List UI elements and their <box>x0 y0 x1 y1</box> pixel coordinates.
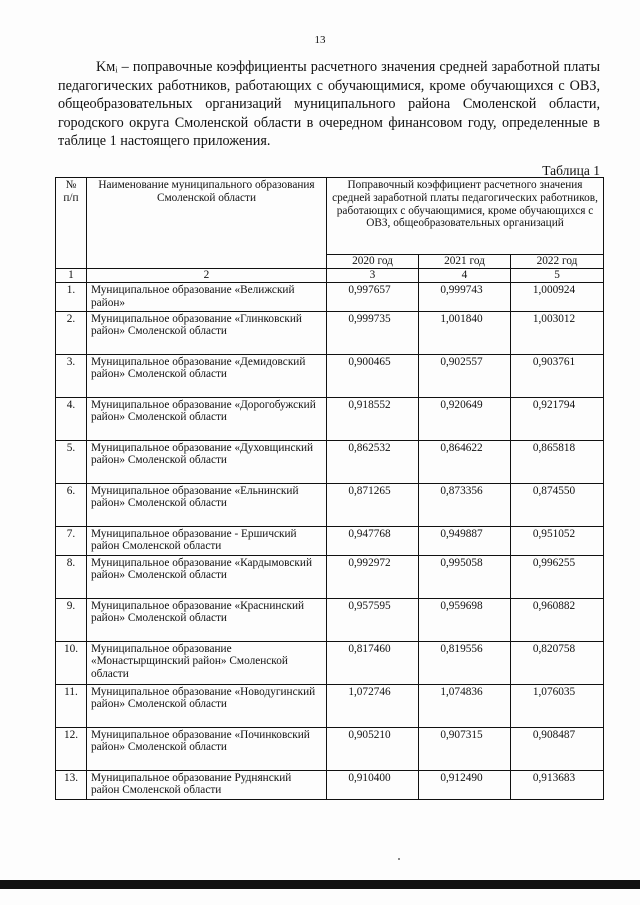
coef-2022: 0,865818 <box>511 440 604 483</box>
row-number: 8. <box>56 555 87 598</box>
table-row <box>56 440 604 483</box>
coef-2022: 0,996255 <box>511 555 604 598</box>
table-row <box>56 770 604 799</box>
municipality-name: Муниципальное образование «Починковский район» Смоленской области <box>87 727 327 770</box>
coef-2022: 1,000924 <box>511 283 604 312</box>
table-row <box>56 354 604 397</box>
coef-2021: 0,920649 <box>419 397 511 440</box>
coef-2021: 0,902557 <box>419 354 511 397</box>
table-row <box>56 555 604 598</box>
header-year-2020: 2020 год <box>327 255 419 269</box>
coef-2020: 0,910400 <box>327 770 419 799</box>
municipality-name: Муниципальное образование «Демидовский район» Смоленской области <box>87 354 327 397</box>
coef-2022: 1,003012 <box>511 311 604 354</box>
row-number: 9. <box>56 598 87 641</box>
column-numbers-row <box>56 269 604 283</box>
municipality-name: Муниципальное образование Руднянский район Смоленской области <box>87 770 327 799</box>
municipality-name: Муниципальное образование «Глинковский район» Смоленской области <box>87 311 327 354</box>
table-row <box>56 283 604 312</box>
coef-2021: 0,999743 <box>419 283 511 312</box>
coef-2021: 0,864622 <box>419 440 511 483</box>
page-number: 13 <box>314 34 326 46</box>
coef-2021: 1,001840 <box>419 311 511 354</box>
row-number: 2. <box>56 311 87 354</box>
row-number: 1. <box>56 283 87 312</box>
row-number: 6. <box>56 483 87 526</box>
coef-2022: 0,820758 <box>511 641 604 684</box>
row-number: 4. <box>56 397 87 440</box>
municipality-name: Муниципальное образование «Велижский район» <box>87 283 327 312</box>
municipality-name: Муниципальное образование «Новодугинский район» Смоленской области <box>87 684 327 727</box>
row-number: 7. <box>56 526 87 555</box>
row-number: 11. <box>56 684 87 727</box>
intro-paragraph: Kмᵢ – поправочные коэффициенты расчетного значения средней заработной платы педагогических работников, работающих с обучающимися, кроме обучающихся с ОВЗ, общеобразовательных организаций муниципального района Смоленской области, городского округа Смоленской области в очередном финансовом году, определенные в таблице 1 настоящего приложения. <box>58 59 600 150</box>
coef-2020: 0,999735 <box>327 311 419 354</box>
scan-speck <box>398 858 400 860</box>
coef-2022: 0,921794 <box>511 397 604 440</box>
coef-2021: 0,873356 <box>419 483 511 526</box>
table-row <box>56 727 604 770</box>
table-row <box>56 311 604 354</box>
coefficients-table <box>55 177 604 800</box>
header-year-2021: 2021 год <box>419 255 511 269</box>
municipality-name: Муниципальное образование «Краснинский район» Смоленской области <box>87 598 327 641</box>
table-row <box>56 641 604 684</box>
row-number: 13. <box>56 770 87 799</box>
coef-2020: 0,862532 <box>327 440 419 483</box>
coef-2022: 0,913683 <box>511 770 604 799</box>
table-caption: Таблица 1 <box>542 163 600 178</box>
coef-2020: 1,072746 <box>327 684 419 727</box>
coef-2020: 0,817460 <box>327 641 419 684</box>
coef-2021: 0,819556 <box>419 641 511 684</box>
row-number: 5. <box>56 440 87 483</box>
coef-2021: 0,912490 <box>419 770 511 799</box>
row-number: 12. <box>56 727 87 770</box>
table-row <box>56 397 604 440</box>
municipality-name: Муниципальное образование - Ершичский район Смоленской области <box>87 526 327 555</box>
table-row <box>56 526 604 555</box>
coef-2022: 0,874550 <box>511 483 604 526</box>
coef-2020: 0,871265 <box>327 483 419 526</box>
coef-2020: 0,997657 <box>327 283 419 312</box>
column-number: 2 <box>87 269 327 283</box>
coef-2022: 0,951052 <box>511 526 604 555</box>
municipality-name: Муниципальное образование «Ельнинский район» Смоленской области <box>87 483 327 526</box>
coef-2020: 0,947768 <box>327 526 419 555</box>
table-row <box>56 598 604 641</box>
header-num: № п/п <box>56 178 87 269</box>
scan-border-bar <box>0 880 640 889</box>
municipality-name: Муниципальное образование «Дорогобужский район» Смоленской области <box>87 397 327 440</box>
row-number: 3. <box>56 354 87 397</box>
header-coefficient: Поправочный коэффициент расчетного значения средней заработной платы педагогических работников, работающих с обучающимися, кроме обучающихся с ОВЗ, общеобразовательных организаций <box>327 178 604 255</box>
table-row <box>56 684 604 727</box>
coef-2021: 0,907315 <box>419 727 511 770</box>
coef-2020: 0,905210 <box>327 727 419 770</box>
coef-2021: 1,074836 <box>419 684 511 727</box>
coef-2020: 0,918552 <box>327 397 419 440</box>
row-number: 10. <box>56 641 87 684</box>
municipality-name: Муниципальное образование «Монастырщинский район» Смоленской области <box>87 641 327 684</box>
coef-2022: 1,076035 <box>511 684 604 727</box>
coef-2022: 0,960882 <box>511 598 604 641</box>
column-number: 1 <box>56 269 87 283</box>
column-number: 5 <box>511 269 604 283</box>
municipality-name: Муниципальное образование «Кардымовский район» Смоленской области <box>87 555 327 598</box>
column-number: 4 <box>419 269 511 283</box>
coef-2022: 0,903761 <box>511 354 604 397</box>
coef-2020: 0,900465 <box>327 354 419 397</box>
coef-2021: 0,995058 <box>419 555 511 598</box>
coef-2022: 0,908487 <box>511 727 604 770</box>
coef-2021: 0,949887 <box>419 526 511 555</box>
municipality-name: Муниципальное образование «Духовщинский район» Смоленской области <box>87 440 327 483</box>
coef-2020: 0,957595 <box>327 598 419 641</box>
coef-2021: 0,959698 <box>419 598 511 641</box>
table-row <box>56 483 604 526</box>
header-name: Наименование муниципального образования Смоленской области <box>87 178 327 269</box>
coef-2020: 0,992972 <box>327 555 419 598</box>
column-number: 3 <box>327 269 419 283</box>
header-year-2022: 2022 год <box>511 255 604 269</box>
